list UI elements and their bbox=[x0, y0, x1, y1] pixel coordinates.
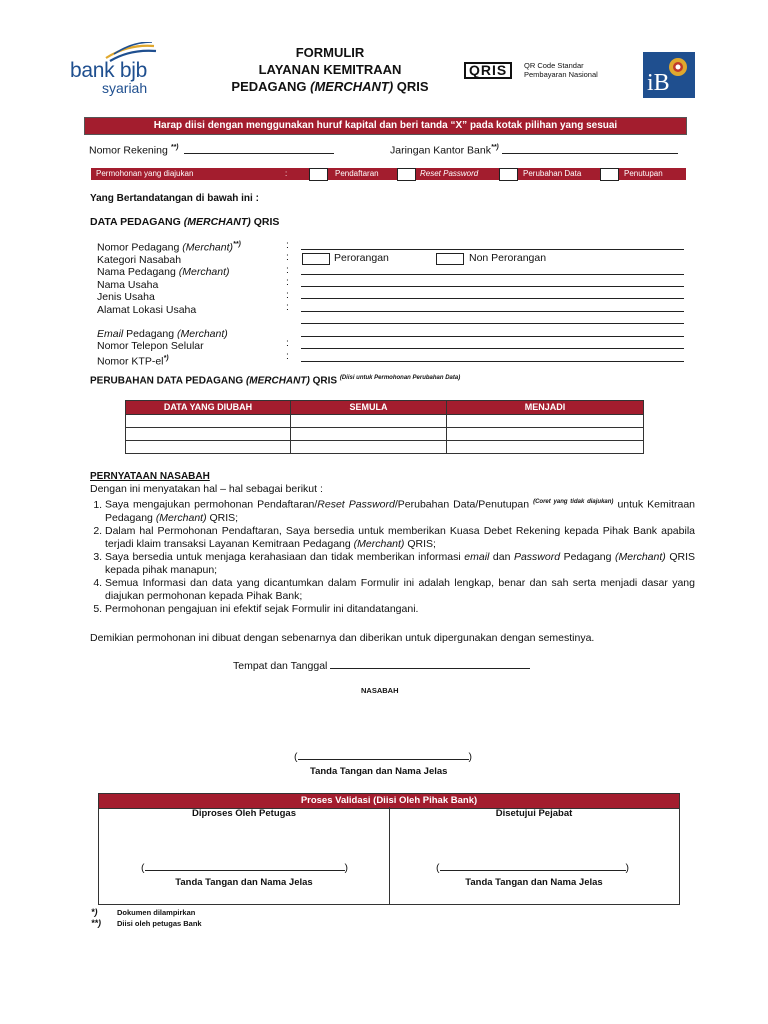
statement-item-1: 1. Saya mengajukan permohonan Pendaftaran/Reset Password/Perubahan Data/Penutupan $^{(Coret yang tidak diajukan)}$ untuk Kemitraan Pedagang (Merchant) QRIS; bbox=[105, 496, 695, 525]
table-row[interactable] bbox=[126, 428, 644, 441]
field-email-pedagang-label: Email Pedagang (Merchant) bbox=[97, 327, 228, 340]
col-menjadi: MENJADI bbox=[447, 401, 644, 415]
bank-name: bank bjb bbox=[70, 59, 147, 82]
input-line-jenis-usaha[interactable] bbox=[301, 298, 684, 299]
field-jenis-usaha-label: Jenis Usaha bbox=[97, 291, 155, 304]
field-nomor-pedagang-label: Nomor Pedagang (Merchant)**) bbox=[97, 241, 241, 254]
qris-sub-2: Pembayaran Nasional bbox=[524, 70, 598, 79]
checkbox-penutupan[interactable] bbox=[600, 168, 619, 181]
field-alamat-lokasi-usaha-label: Alamat Lokasi Usaha bbox=[97, 303, 197, 316]
validation-title: Proses Validasi (Diisi Oleh Pihak Bank) bbox=[98, 793, 680, 809]
validation-right-title: Disetujui Pejabat bbox=[495, 808, 573, 819]
input-line-email[interactable] bbox=[301, 336, 684, 337]
request-colon: : bbox=[285, 169, 288, 178]
checkbox-pendaftaran[interactable] bbox=[309, 168, 328, 181]
statement-intro: Dengan ini menyatakan hal – hal sebagai berikut : bbox=[90, 483, 323, 495]
change-section-title: PERUBAHAN DATA PEDAGANG (MERCHANT) QRIS $^{(Diisi untuk Permohonan Perubahan Data)}$ bbox=[90, 375, 461, 387]
signer-intro: Yang Bertandatangan di bawah ini : bbox=[90, 193, 259, 204]
form-title bbox=[190, 44, 470, 95]
checkbox-reset-password[interactable] bbox=[397, 168, 416, 181]
jaringan-kantor-field[interactable] bbox=[390, 144, 678, 157]
input-line-telepon[interactable] bbox=[301, 348, 684, 349]
change-section-note: (Diisi untuk Permohonan Perubahan Data) bbox=[339, 375, 461, 381]
nasabah-sign-label: Tanda Tangan dan Nama Jelas bbox=[310, 766, 448, 777]
jaringan-kantor-label: Jaringan Kantor Bank bbox=[390, 144, 491, 157]
nomor-rekening-label: Nomor Rekening bbox=[89, 144, 168, 157]
option-pendaftaran-label: Pendaftaran bbox=[335, 169, 379, 178]
jaringan-kantor-line[interactable] bbox=[502, 153, 678, 154]
ib-text: iB bbox=[647, 70, 670, 96]
checkbox-non-perorangan[interactable] bbox=[436, 253, 464, 265]
footnotes bbox=[91, 907, 202, 929]
footnote-2: **) Diisi oleh petugas Bank bbox=[91, 918, 202, 928]
nomor-rekening-field[interactable] bbox=[89, 144, 334, 157]
option-reset-password-label: Reset Password bbox=[420, 169, 479, 178]
field-nama-pedagang-label: Nama Pedagang (Merchant) bbox=[97, 266, 230, 279]
change-table-header bbox=[126, 401, 644, 415]
instruction-bar: Harap diisi dengan menggunakan huruf kapital dan beri tanda “X” pada kotak pilihan yang sesuai bbox=[84, 117, 687, 135]
input-line-nama-usaha[interactable] bbox=[301, 286, 684, 287]
place-date-line[interactable] bbox=[330, 668, 530, 669]
merchant-field-labels bbox=[97, 239, 241, 368]
place-date-label: Tempat dan Tanggal bbox=[233, 660, 328, 672]
checkbox-perorangan[interactable] bbox=[302, 253, 330, 265]
nomor-rekening-mark: **) bbox=[170, 144, 179, 151]
nasabah-label: NASABAH bbox=[361, 686, 399, 695]
request-label: Permohonan yang diajukan bbox=[96, 169, 194, 178]
merchant-section-title: DATA PEDAGANG (MERCHANT) QRIS bbox=[90, 216, 280, 228]
validation-divider bbox=[389, 807, 390, 904]
title-line-3: PEDAGANG (MERCHANT) QRIS bbox=[231, 79, 429, 94]
qris-sub-1: QR Code Standar bbox=[524, 61, 584, 70]
bank-bjb-logo bbox=[68, 42, 178, 100]
request-bar bbox=[91, 168, 686, 180]
input-line-alamat-2[interactable] bbox=[301, 323, 684, 324]
field-kategori-nasabah-label: Kategori Nasabah bbox=[97, 253, 182, 266]
pejabat-signature-line[interactable]: ( ) bbox=[436, 862, 629, 874]
pejabat-sign-label: Tanda Tangan dan Nama Jelas bbox=[465, 877, 603, 888]
option-penutupan-label: Penutupan bbox=[624, 169, 663, 178]
field-nama-usaha-label: Nama Usaha bbox=[97, 278, 159, 291]
statement-list bbox=[89, 496, 695, 616]
option-perorangan-label: Perorangan bbox=[334, 252, 389, 264]
table-row[interactable] bbox=[126, 441, 644, 454]
field-nomor-ktp-label: Nomor KTP-el*) bbox=[97, 354, 169, 368]
statement-item-4: 4. Semua Informasi dan data yang dicantumkan dalam Formulir ini adalah lengkap, benar dan sah serta menjadi dasar yang diajukan permohonan kepada Pihak Bank; bbox=[105, 577, 695, 603]
table-row[interactable] bbox=[126, 415, 644, 428]
statement-item-5: 5. Permohonan pengajuan ini efektif sejak Formulir ini ditandatangani. bbox=[105, 603, 695, 616]
col-data-diubah: DATA YANG DIUBAH bbox=[126, 401, 291, 415]
statement-item-2: 2. Dalam hal Permohonan Pendaftaran, Saya bersedia untuk memberikan Kuasa Debet Rekening kepada Pihak Bank apabila terjadi klaim transaksi Layanan Kemitraan Pedagang (Merchant) QRIS; bbox=[105, 525, 695, 551]
input-line-nomor-pedagang[interactable] bbox=[301, 249, 684, 250]
footnote-1: *) Dokumen dilampirkan bbox=[91, 907, 196, 917]
change-table bbox=[125, 400, 644, 454]
statement-closing: Demikian permohonan ini dibuat dengan sebenarnya dan diberikan untuk dipergunakan dengan semestinya. bbox=[90, 632, 595, 644]
nasabah-signature-line[interactable]: ( ) bbox=[294, 751, 472, 763]
petugas-sign-label: Tanda Tangan dan Nama Jelas bbox=[175, 877, 313, 888]
place-date-field[interactable] bbox=[233, 660, 530, 672]
checkbox-perubahan-data[interactable] bbox=[499, 168, 518, 181]
statement-title: PERNYATAAN NASABAH bbox=[90, 471, 210, 482]
col-semula: SEMULA bbox=[291, 401, 447, 415]
title-line-2: LAYANAN KEMITRAAN bbox=[258, 62, 402, 77]
qris-wordmark: QRIS bbox=[464, 62, 512, 79]
nomor-rekening-line[interactable] bbox=[184, 153, 334, 154]
validation-left-title: Diproses Oleh Petugas bbox=[191, 808, 296, 819]
field-nomor-telepon-label: Nomor Telepon Selular bbox=[97, 340, 204, 353]
input-line-nama-pedagang[interactable] bbox=[301, 274, 684, 275]
input-line-ktp[interactable] bbox=[301, 361, 684, 362]
petugas-signature-line[interactable]: ( ) bbox=[141, 862, 348, 874]
validation-box bbox=[98, 807, 680, 905]
title-line-1: FORMULIR bbox=[295, 45, 365, 60]
option-perubahan-data-label: Perubahan Data bbox=[523, 169, 582, 178]
field-colons: : : : : : : : : bbox=[286, 239, 289, 362]
qris-logo bbox=[464, 62, 614, 82]
bank-sub: syariah bbox=[102, 80, 148, 96]
ib-logo bbox=[643, 52, 695, 98]
input-line-alamat-1[interactable] bbox=[301, 311, 684, 312]
statement-item-3: 3. Saya bersedia untuk menjaga kerahasiaan dan tidak memberikan informasi email dan Password Pedagang (Merchant) QRIS kepada pihak manapun; bbox=[105, 551, 695, 577]
option-non-perorangan-label: Non Perorangan bbox=[469, 252, 547, 264]
jaringan-kantor-mark: **) bbox=[490, 144, 499, 151]
